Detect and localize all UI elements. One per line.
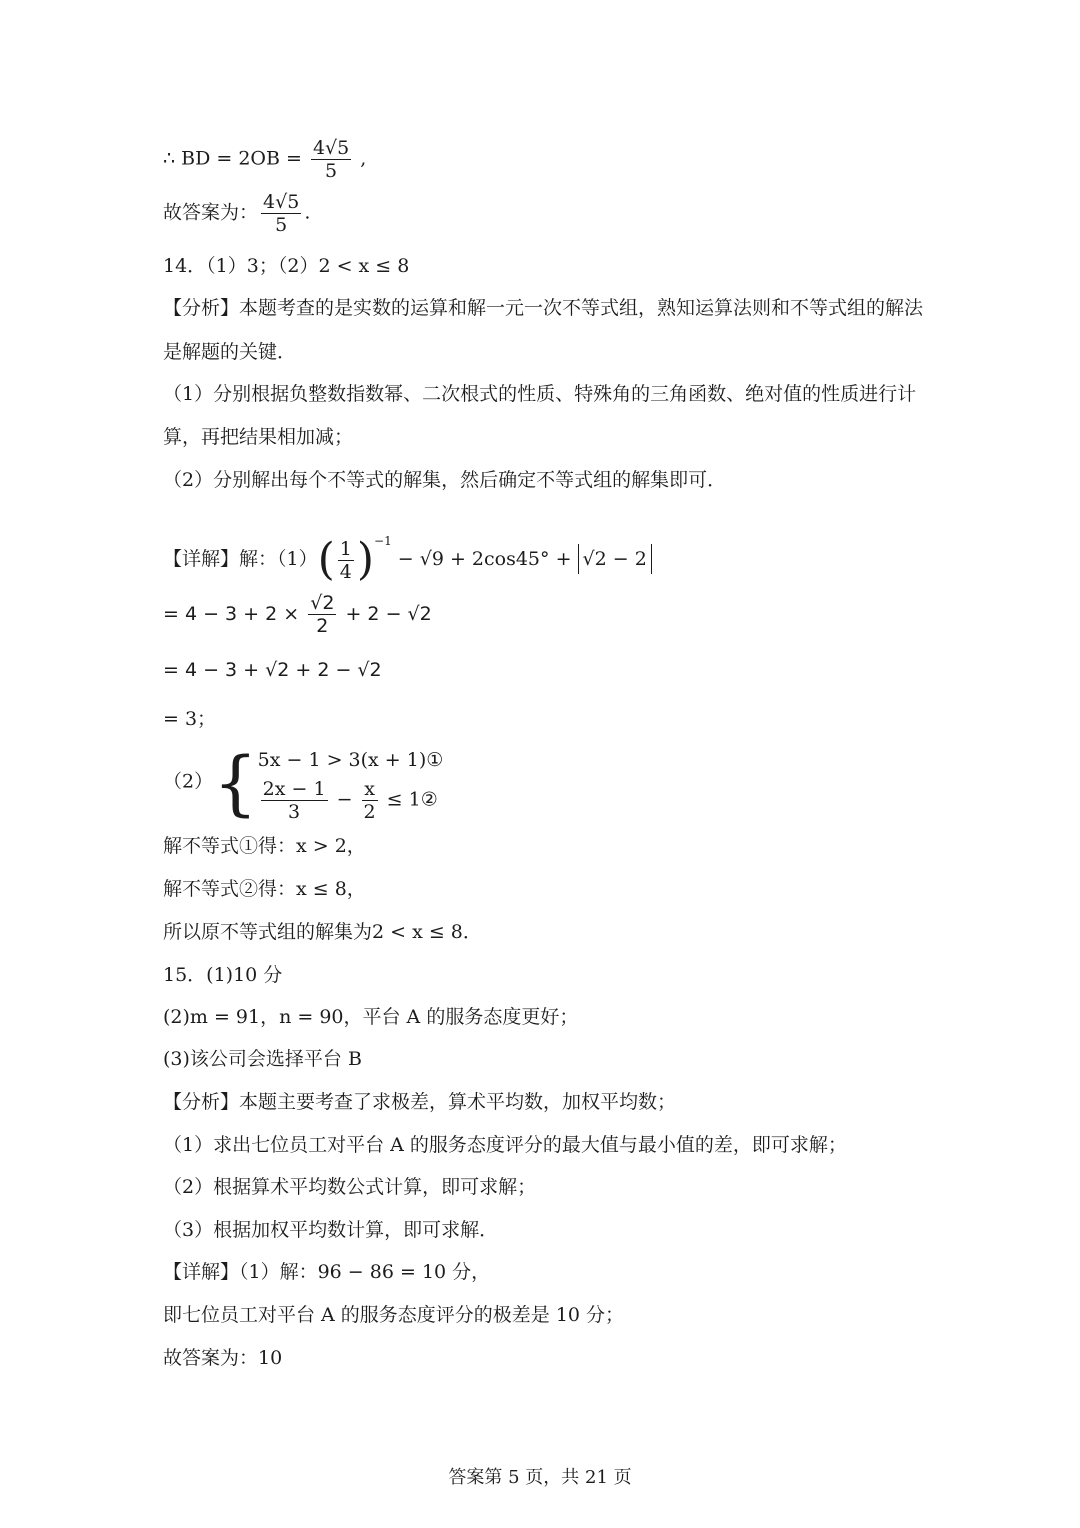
q15-answer-2: (2)m = 91，n = 90，平台 A 的服务态度更好； [163,1006,579,1028]
fraction: $\frac{4√5}{5}$ [263,191,300,236]
fraction: $\frac{4√5}{5}$ [312,137,350,182]
q15-analysis-3: （2）根据算术平均数公式计算，即可求解； [163,1176,537,1198]
q14-analysis-3: （1）分别根据负整数指数幂、二次根式的性质、特殊角的三角函数、绝对值的性质进行计 [163,383,917,405]
q15-detail-1: 【详解】（1）解：96 − 86 = 10 分， [163,1261,491,1283]
fraction: $\frac{1}{4}$ [339,537,352,583]
q15-detail-3: 故答案为：10 [163,1347,283,1369]
q15-analysis-2: （1）求出七位员工对平台 A 的服务态度评分的最大值与最小值的差，即可求解； [163,1134,847,1156]
fraction: $\frac{√2}{2}$ [310,592,335,637]
q14-analysis-5: （2）分别解出每个不等式的解集，然后确定不等式组的解集即可． [163,469,727,491]
q14-analysis-4: 算，再把结果相加减； [163,426,354,448]
line-bd-equation: ∴ BD = 2OB = $\frac{4√5}{5}$ , [163,137,367,182]
fraction: $\frac{x}{2}$ [363,778,376,823]
page-footer: 答案第 5 页，共 21 页 [448,1467,632,1488]
system-rows: 5x − 1 > 3(x + 1)① $\frac{2x - 1}{3}$ − $\frac{x}{2}$ ≤ 1② [257,749,444,823]
q14-step-1: = 4 − 3 + 2 × $\frac{√2}{2}$ + 2 − √2 [163,592,432,637]
q14-solve-2: 解不等式②得：x ≤ 8， [163,878,366,900]
q14-solve-1: 解不等式①得：x > 2， [163,835,366,857]
q15-detail-2: 即七位员工对平台 A 的服务态度评分的极差是 10 分； [163,1304,625,1326]
fraction: $\frac{2x - 1}{3}$ [262,778,326,823]
q14-detail-expression: 【详解】解：（1）( $\frac{1}{4}$ )$^{-1}$ − √9 + 2cos45° + √2 − 2 [163,516,652,584]
q14-step-3: = 3； [163,708,217,730]
absolute-value: √2 − 2 [578,544,652,574]
q14-inequality-system: （2）{ 5x − 1 > 3(x + 1)① $\frac{2x - 1}{3}$ − $\frac{x}{2}$ ≤ 1② [163,741,444,824]
q15-analysis-1: 【分析】本题主要考查了求极差，算术平均数，加权平均数； [163,1091,677,1113]
q14-analysis-1: 【分析】本题考查的是实数的运算和解一元一次不等式组，熟知运算法则和不等式组的解法 [163,297,924,319]
q15-answer-3: (3)该公司会选择平台 B [163,1048,362,1070]
q14-analysis-2: 是解题的关键． [163,341,297,363]
q14-step-2: = 4 − 3 + √2 + 2 − √2 [163,659,382,681]
q14-solution-set: 所以原不等式组的解集为2 < x ≤ 8． [163,921,482,943]
q15-answer-1: 15．(1)10 分 [163,964,283,986]
q15-analysis-4: （3）根据加权平均数计算，即可求解． [163,1219,499,1241]
q14-answer: 14．（1）3；（2）2 < x ≤ 8 [163,255,410,277]
line-answer-13: 故答案为： $\frac{4√5}{5}$ . [163,191,311,236]
